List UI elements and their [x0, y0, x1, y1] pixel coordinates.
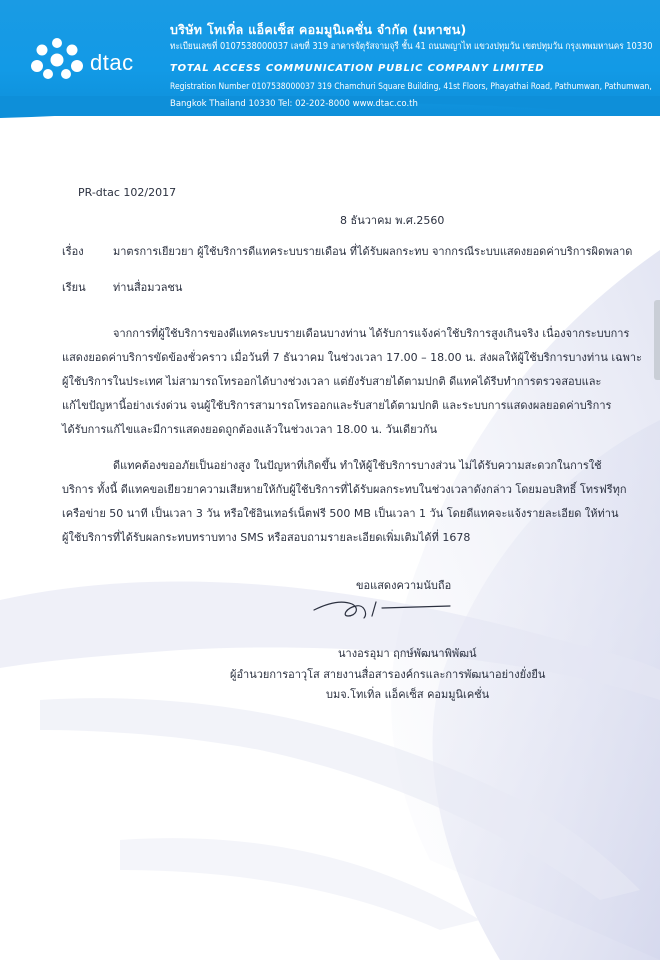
paragraph-line: ผู้ใช้บริการที่ได้รับผลกระทบทราบทาง SMS หรือสอบถามรายละเอียดเพิ่มเติมได้ที่ 1678: [62, 531, 471, 544]
paragraph-line: ได้รับการแก้ไขและมีการแสดงยอดถูกต้องแล้วในช่วงเวลา 18.00 น. วันเดียวกัน: [62, 423, 437, 436]
signer-company: บมจ.โทเทิ่ล แอ็คเซ็ส คอมมูนิเคชั่น: [326, 688, 490, 701]
signer-name: นางอรอุมา ฤกษ์พัฒนาพิพัฒน์: [338, 647, 477, 660]
paragraph-line: จากการที่ผู้ใช้บริการของดีแทคระบบรายเดือนบางท่าน ได้รับการแจ้งค่าใช้บริการสูงเกินจริง เนื่องจากระบบการ: [113, 327, 630, 340]
letter-date: 8 ธันวาคม พ.ศ.2560: [340, 214, 445, 227]
closing-salutation: ขอแสดงความนับถือ: [356, 579, 452, 592]
paragraph-line: บริการ ทั้งนี้ ดีแทคขอเยียวยาความเสียหายให้กับผู้ใช้บริการที่ได้รับผลกระทบในช่วงเวลาดังกล่าว โดยมอบสิทธิ์ โทรฟรีทุก: [62, 483, 627, 496]
dtac-logo-icon: [28, 34, 86, 80]
english-address-line-2: Bangkok Thailand 10330 Tel: 02-202-8000 www.dtac.co.th: [170, 99, 418, 109]
recipient-label: เรียน: [62, 281, 86, 294]
recipient-text: ท่านสื่อมวลชน: [113, 281, 183, 294]
signer-title: ผู้อำนวยการอาวุโส สายงานสื่อสารองค์กรและการพัฒนาอย่างยั่งยืน: [230, 668, 546, 681]
thai-company-address: ทะเบียนเลขที่ 0107538000037 เลขที่ 319 อาคารจัตุรัสจามจุรี ชั้น 41 ถนนพญาไท แขวงปทุมวัน เขตปทุมวัน กรุงเทพมหานคร 10330: [170, 41, 653, 52]
dtac-logo-text: dtac: [90, 50, 134, 75]
paragraph-line: เครือข่าย 50 นาที เป็นเวลา 3 วัน หรือใช้อินเทอร์เน็ตฟรี 500 MB เป็นเวลา 1 วัน โดยดีแทคจะแจ้งรายละเอียด ให้ท่าน: [62, 507, 619, 520]
subject-text: มาตรการเยียวยา ผู้ใช้บริการดีแทคระบบรายเดือน ที่ได้รับผลกระทบ จากกรณีระบบแสดงยอดค่าบริการผิดพลาด: [113, 245, 633, 258]
reference-number: PR-dtac 102/2017: [78, 186, 177, 199]
paragraph-line: ดีแทคต้องขออภัยเป็นอย่างสูง ในปัญหาที่เกิดขึ้น ทำให้ผู้ใช้บริการบางส่วน ไม่ได้รับความสะดวกในการใช้: [113, 459, 602, 472]
paragraph-line: แก้ไขปัญหานี้อย่างเร่งด่วน จนผู้ใช้บริการสามารถโทรออกและรับสายได้ตามปกติ และระบบการแสดงผลยอดค่าบริการ: [62, 399, 612, 412]
paragraph-line: แสดงยอดค่าบริการขัดข้องชั่วคราว เมื่อวันที่ 7 ธันวาคม ในช่วงเวลา 17.00 – 18.00 น. ส่งผลให้ผู้ใช้บริการบางท่าน เฉพาะ: [62, 351, 642, 364]
english-company-name: TOTAL ACCESS COMMUNICATION PUBLIC COMPANY LIMITED: [170, 63, 545, 74]
handwritten-signature: [312, 590, 452, 624]
paragraph-line: ผู้ใช้บริการในประเทศ ไม่สามารถโทรออกได้บางช่วงเวลา แต่ยังรับสายได้ตามปกติ ดีแทคได้รีบทำการตรวจสอบและ: [62, 375, 602, 388]
thai-company-name: บริษัท โทเทิ่ล แอ็คเซ็ส คอมมูนิเคชั่น จำกัด (มหาชน): [170, 22, 467, 37]
subject-label: เรื่อง: [62, 245, 84, 258]
page-edge-tab: [654, 300, 660, 380]
english-address-line-1: Registration Number 0107538000037 319 Chamchuri Square Building, 41st Floors, Phayathai Road, Pathumwan, Pathumwan,: [170, 82, 652, 92]
